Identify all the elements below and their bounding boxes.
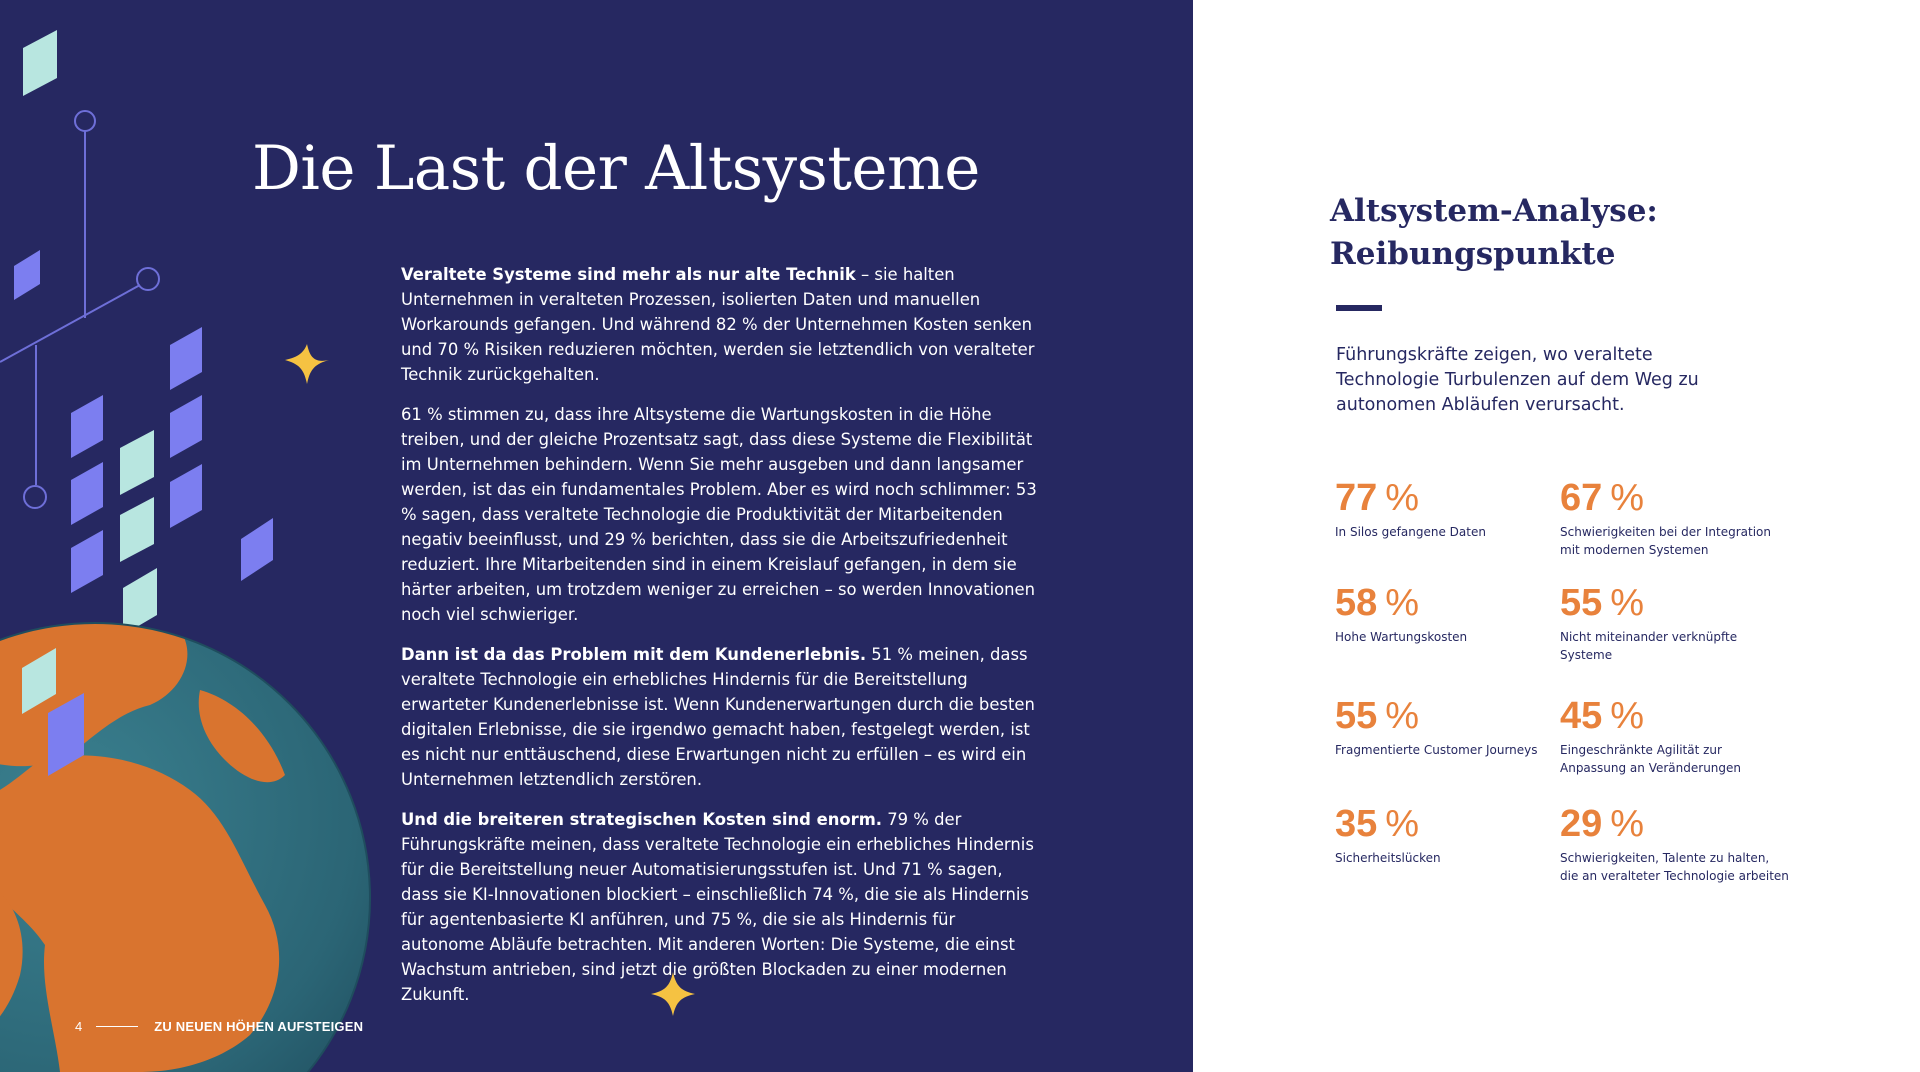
stat-item	[1335, 476, 1565, 541]
stat-label: Schwierigkeiten bei der Integration mit modernen Systemen	[1560, 525, 1772, 557]
stat-value: 35 %	[1335, 803, 1420, 845]
stat-item	[1560, 476, 1790, 559]
stat-item	[1560, 802, 1790, 885]
sparkle-icon	[285, 344, 329, 384]
stat-item	[1560, 581, 1790, 664]
paragraph	[401, 402, 1041, 627]
stat-value: 67 %	[1560, 477, 1645, 519]
paragraph	[401, 807, 1041, 1007]
stat-item	[1335, 802, 1565, 867]
stat-value: 58 %	[1335, 582, 1420, 624]
stat-value: 77 %	[1335, 477, 1420, 519]
page-title: Die Last der Altsysteme	[252, 133, 980, 204]
sidebar-subtitle: Führungskräfte zeigen, wo veraltete Technologie Turbulenzen auf dem Weg zu autonomen Abläufen verursacht.	[1336, 345, 1699, 415]
stat-label: In Silos gefangene Daten	[1335, 525, 1486, 539]
stat-value: 55 %	[1335, 695, 1420, 737]
paragraph	[401, 262, 1041, 387]
paragraph-text: 61 % stimmen zu, dass ihre Altsysteme die Wartungskosten in die Höhe treiben, und der gleiche Prozentsatz sagt, dass diese Systeme die Flexibilität im Unternehmen behindern. Wenn Sie mehr ausgeben und dann langsamer werden, ist das ein fundamentales Problem. Aber es wird noch schlimmer: 53 % sagen, dass veraltete Technologie die Produktivität der Mitarbeitenden negativ beeinflusst, und 29 % berichten, dass sie die Arbeitszufriedenheit reduziert. Ihre Mitarbeitenden sind in einem Kreislauf gefangen, in dem sie härter arbeiten, um trotzdem weniger zu erreichen – so werden Innovationen noch viel schwieriger.	[401, 405, 1037, 624]
stat-item	[1335, 694, 1565, 759]
paragraph-lead: Dann ist da das Problem mit dem Kundenerlebnis.	[401, 645, 867, 664]
stat-label: Fragmentierte Customer Journeys	[1335, 743, 1538, 757]
paragraph-lead: Veraltete Systeme sind mehr als nur alte Technik	[401, 265, 856, 284]
stat-label: Sicherheitslücken	[1335, 851, 1441, 865]
page-number: 4	[75, 1018, 83, 1034]
stat-item	[1560, 694, 1790, 777]
stat-item	[1335, 581, 1565, 646]
footer-divider	[96, 1026, 138, 1027]
page-footer	[75, 1016, 363, 1036]
stat-value: 45 %	[1560, 695, 1645, 737]
stat-label: Eingeschränkte Agilität zur Anpassung an Veränderungen	[1560, 743, 1742, 775]
stat-label: Nicht miteinander verknüpfte Systeme	[1560, 630, 1738, 662]
body-text	[401, 262, 1041, 1022]
paragraph-text: – sie halten Unternehmen in veralteten Prozessen, isolierten Daten und manuellen Workarounds gefangen. Und während 82 % der Unternehmen Kosten senken und 70 % Risiken reduzieren möchten, werden sie letztendlich von veralteter Technik zurückgehalten.	[401, 265, 1035, 384]
stat-value: 55 %	[1560, 582, 1645, 624]
paragraph-text: 79 % der Führungskräfte meinen, dass veraltete Technologie ein erhebliches Hindernis für die Bereitstellung neuer Automatisierungsstufen ist. Und 71 % sagen, dass sie KI-Innovationen blockiert – einschließlich 74 %, die sie als Hindernis für agentenbasierte KI anführen, und 75 %, die sie als Hindernis für autonome Abläufe betrachten. Mit anderen Worten: Die Systeme, die einst Wachstum antrieben, sind jetzt die größten Blockaden zu einer modernen Zukunft.	[401, 810, 1034, 1004]
sidebar-title: Altsystem-Analyse: Reibungspunkte	[1330, 193, 1658, 272]
stat-label: Schwierigkeiten, Talente zu halten, die an veralteter Technologie arbeiten	[1560, 851, 1789, 883]
title-underline	[1336, 305, 1382, 311]
right-panel	[1193, 0, 1920, 1072]
stat-value: 29 %	[1560, 803, 1645, 845]
paragraph-text: 51 % meinen, dass veraltete Technologie ein erhebliches Hindernis für die Bereitstellung erwarteter Kundenerlebnisse ist. Wenn Kundenerwartungen durch die besten digitalen Erlebnisse, die sie irgendwo gemacht haben, festgelegt werden, ist es nicht nur enttäuschend, diese Erwartungen nicht zu erfüllen – es wird ein Unternehmen letztendlich zerstören.	[401, 645, 1035, 789]
paragraph-lead: Und die breiteren strategischen Kosten sind enorm.	[401, 810, 883, 829]
section-name: ZU NEUEN HÖHEN AUFSTEIGEN	[154, 1018, 364, 1034]
stat-label: Hohe Wartungskosten	[1335, 630, 1468, 644]
paragraph	[401, 642, 1041, 792]
